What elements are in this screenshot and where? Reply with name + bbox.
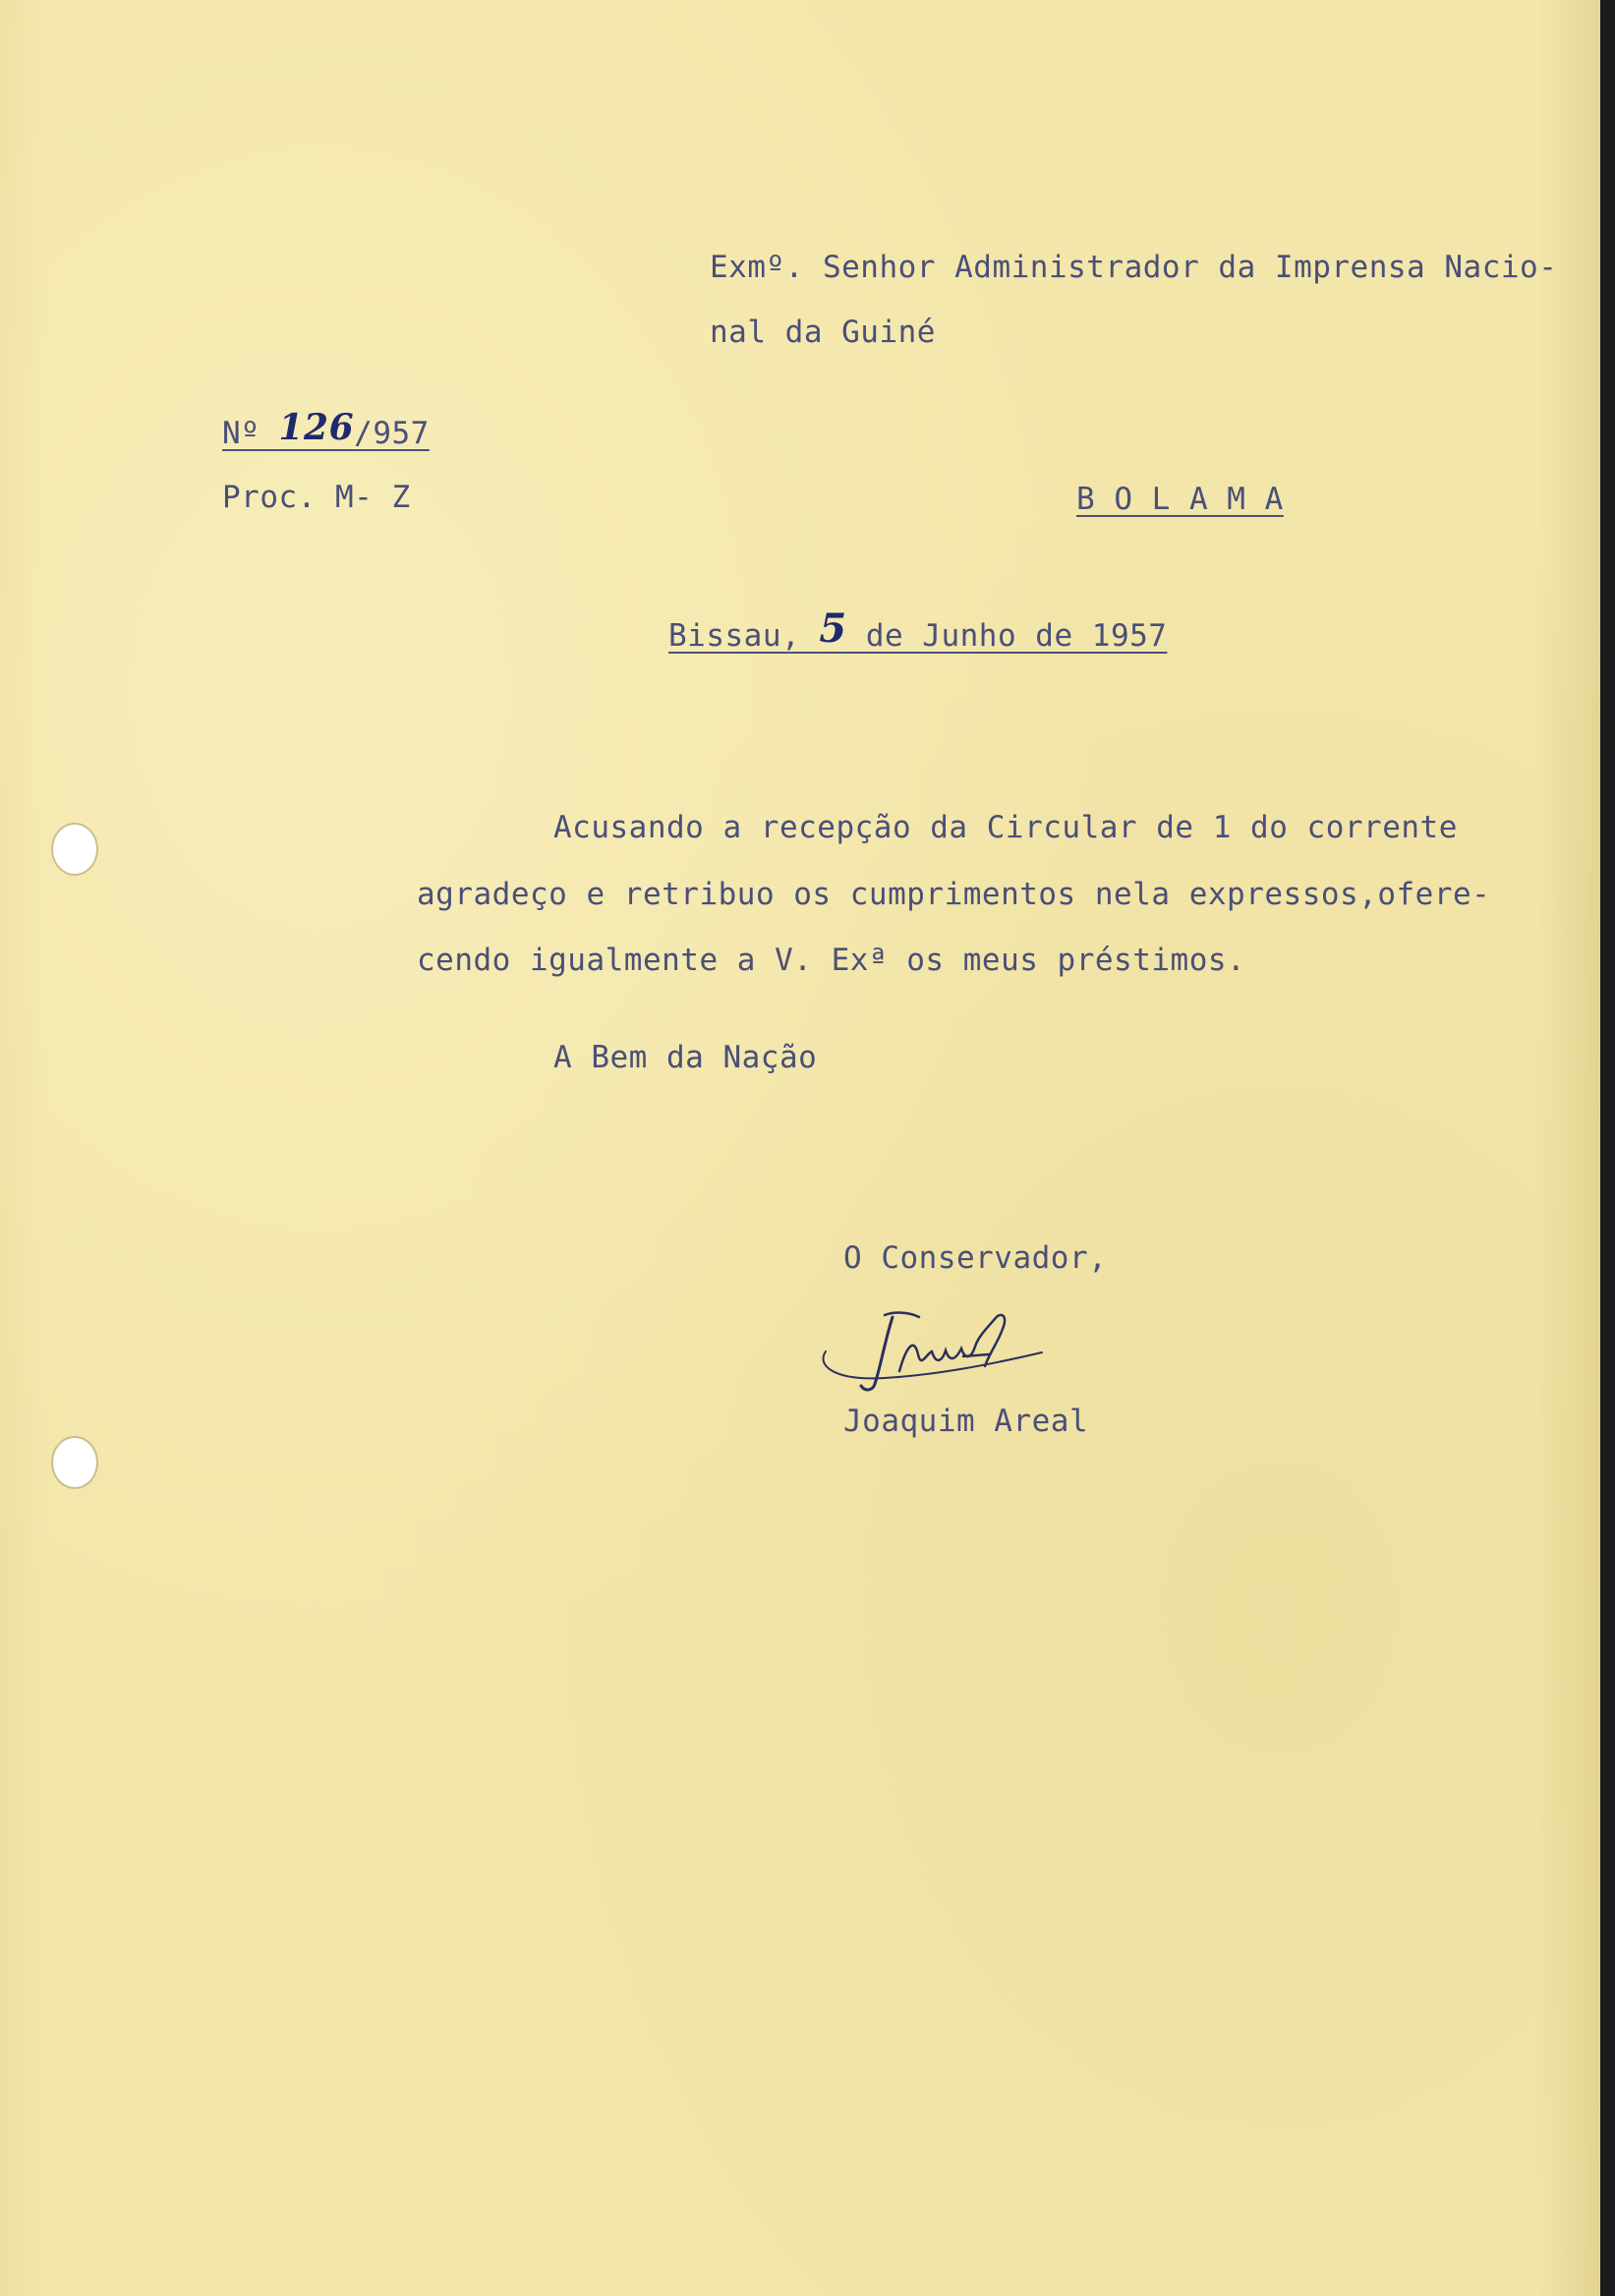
- body-line-3: cendo igualmente a V. Exª os meus préstimos.: [417, 943, 1246, 978]
- date-day-handwritten: 5: [819, 605, 847, 652]
- handwritten-signature: [816, 1297, 1081, 1406]
- recipient-line-1: Exmº. Senhor Administrador da Imprensa Nacio-: [710, 250, 1558, 285]
- reference-number-suffix: /957: [354, 416, 430, 451]
- process-reference: Proc. M- Z: [222, 480, 411, 515]
- body-line-2: agradeço e retribuo os cumprimentos nela expressos,ofere-: [417, 877, 1491, 912]
- scan-edge: [1600, 0, 1615, 2296]
- body-line-1: Acusando a recepção da Circular de 1 do corrente: [553, 810, 1458, 845]
- punch-hole-bottom: [53, 1438, 96, 1487]
- signatory-title: O Conservador,: [843, 1240, 1108, 1276]
- reference-number: [222, 407, 430, 452]
- reference-number-handwritten: 126: [278, 407, 355, 448]
- closing-salutation: A Bem da Nação: [553, 1040, 818, 1075]
- date-place: Bissau,: [668, 618, 820, 654]
- signatory-name: Joaquim Areal: [843, 1404, 1089, 1439]
- date-line: [668, 605, 1168, 656]
- reference-number-prefix: Nº: [222, 416, 279, 451]
- recipient-line-2: nal da Guiné: [710, 315, 936, 350]
- date-rest: de Junho de 1957: [846, 618, 1168, 654]
- punch-hole-top: [53, 825, 96, 874]
- recipient-city: B O L A M A: [1076, 482, 1284, 517]
